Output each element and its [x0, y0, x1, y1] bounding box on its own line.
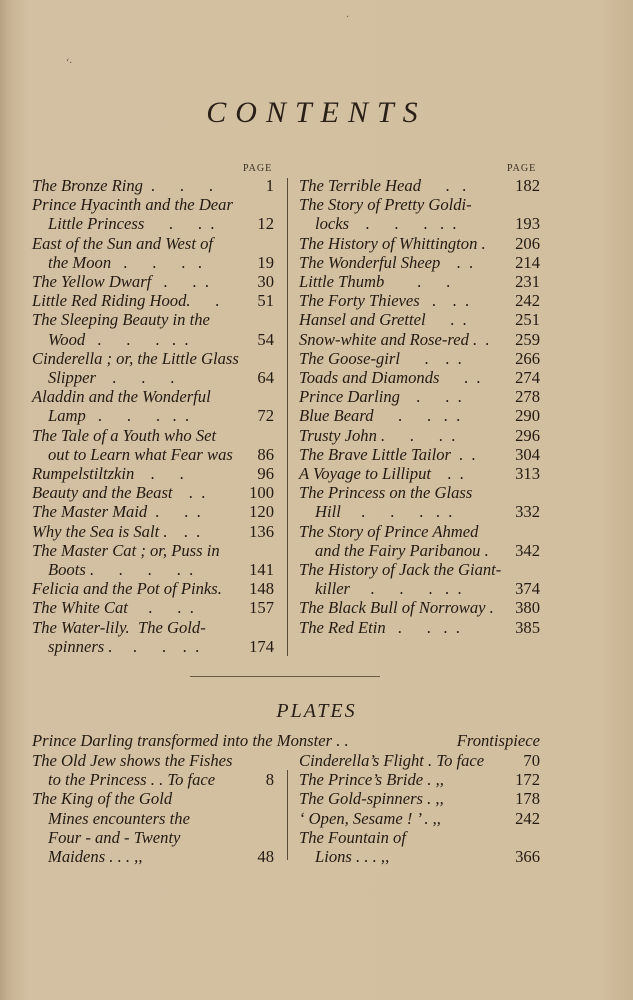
- contents-entry-title: Snow-white and Rose-red . .: [299, 329, 490, 349]
- contents-entry: [299, 349, 540, 368]
- contents-entry: [299, 618, 540, 637]
- contents-entry-page: 304: [515, 444, 540, 464]
- contents-entry-title: The Bronze Ring . . .: [32, 176, 214, 195]
- contents-entry-title: Prince Darling . . .: [299, 387, 463, 407]
- contents-entry: [299, 560, 540, 579]
- contents-entry-page: 266: [515, 348, 540, 368]
- contents-entry: [299, 387, 540, 406]
- plate-entry: [299, 770, 540, 789]
- contents-entry-page: 259: [515, 329, 540, 349]
- contents-entry: [299, 330, 540, 349]
- contents-entry-page: 100: [249, 483, 274, 503]
- contents-entry: [32, 406, 274, 425]
- contents-title: CONTENTS: [206, 96, 427, 129]
- plate-entry-page: 8: [265, 770, 274, 790]
- plate-entry: [299, 847, 540, 866]
- contents-entry-title: Aladdin and the Wonderful: [32, 387, 211, 407]
- contents-entry-page: 290: [515, 406, 540, 426]
- contents-entry: [32, 176, 274, 195]
- contents-entry-title: Blue Beard . . . .: [299, 406, 461, 426]
- contents-entry: [32, 349, 274, 368]
- frontispiece-label: Frontispiece: [456, 731, 540, 750]
- contents-entry-title: Toads and Diamonds . .: [299, 368, 481, 388]
- contents-entry-page: 148: [249, 579, 274, 599]
- contents-entry: [32, 234, 274, 253]
- contents-entry: [32, 618, 274, 637]
- contents-entry-page: 251: [515, 310, 540, 330]
- contents-entry: [32, 579, 274, 598]
- contents-entry-page: 136: [249, 521, 274, 541]
- contents-entry-title: The White Cat . . .: [32, 598, 195, 618]
- contents-entry-page: 141: [249, 560, 274, 580]
- contents-entry-title: Why the Sea is Salt . . .: [32, 521, 201, 541]
- plate-entry-title: Four - and - Twenty: [48, 827, 181, 847]
- plate-entry: [32, 789, 274, 808]
- plate-entry-title: The Old Jew shows the Fishes: [32, 751, 233, 770]
- contents-entry: [32, 310, 274, 329]
- plates-title: PLATES: [276, 700, 357, 722]
- contents-entry: [32, 560, 274, 579]
- contents-entry: [299, 483, 540, 502]
- contents-entry-title: The Story of Prince Ahmed: [299, 521, 479, 541]
- contents-entry-page: 19: [257, 252, 274, 272]
- plate-entry-title: to the Princess . . To face: [48, 770, 216, 790]
- contents-entry-page: 54: [257, 329, 274, 349]
- contents-entry: [299, 368, 540, 387]
- contents-entry: [32, 637, 274, 656]
- contents-entry-page: 313: [515, 464, 540, 484]
- contents-entry: [32, 272, 274, 291]
- frontispiece-text: Prince Darling transformed into the Monster . .: [32, 731, 349, 750]
- contents-entry: [299, 253, 540, 272]
- contents-entry: [299, 426, 540, 445]
- contents-entry-title: The Master Maid . . .: [32, 502, 202, 522]
- plate-entry-title: ‘ Open, Sesame ! ’ . ,,: [299, 808, 441, 828]
- contents-entry: [299, 464, 540, 483]
- contents-entry-title: The Master Cat ; or, Puss in: [32, 540, 220, 560]
- contents-entry: [299, 291, 540, 310]
- contents-entry: [299, 234, 540, 253]
- contents-entry-page: 72: [257, 406, 274, 426]
- contents-entry-title: Hill . . . . .: [315, 502, 453, 522]
- contents-entry-title: Lamp . . . . .: [48, 406, 190, 426]
- contents-entry-title: The History of Whittington .: [299, 233, 486, 253]
- section-rule: [190, 676, 380, 677]
- plate-entry: [299, 751, 540, 770]
- column-divider: [287, 178, 288, 656]
- contents-entry: [299, 272, 540, 291]
- plates-column-divider: [287, 770, 288, 860]
- contents-entry: [299, 579, 540, 598]
- contents-entry-title: out to Learn what Fear was: [48, 444, 233, 464]
- contents-entry-page: 274: [515, 368, 540, 388]
- plate-entry: [32, 847, 274, 866]
- contents-entry-title: spinners . . . . .: [48, 636, 200, 656]
- contents-entry: [299, 406, 540, 425]
- contents-entry: [299, 310, 540, 329]
- contents-entry-title: Wood . . . . .: [48, 329, 189, 349]
- page-speck: ·: [346, 12, 350, 23]
- contents-entry-title: The Story of Pretty Goldi-: [299, 195, 472, 215]
- contents-entry: [32, 387, 274, 406]
- contents-entry: [32, 214, 274, 233]
- contents-entry-title: Rumpelstiltzkin . .: [32, 464, 185, 484]
- contents-entry-title: Little Red Riding Hood. .: [32, 291, 220, 311]
- contents-entry-page: 193: [515, 214, 540, 234]
- contents-entry: [32, 291, 274, 310]
- contents-entry: [299, 445, 540, 464]
- contents-entry: [32, 464, 274, 483]
- contents-entry-page: 174: [249, 636, 274, 656]
- page-column-heading-right: PAGE: [507, 163, 537, 174]
- plate-entry-page: 70: [523, 751, 540, 770]
- plate-entry-page: 366: [515, 847, 540, 867]
- contents-entry-page: 385: [515, 617, 540, 637]
- contents-entry: [299, 502, 540, 521]
- contents-entry-page: 374: [515, 579, 540, 599]
- contents-entry-title: locks . . . . .: [315, 214, 457, 234]
- contents-entry-title: The Sleeping Beauty in the: [32, 310, 210, 330]
- plate-entry-page: 242: [515, 808, 540, 828]
- contents-entry-page: 157: [249, 598, 274, 618]
- plate-entry: [32, 751, 274, 770]
- contents-entry-title: The Goose-girl . . .: [299, 348, 463, 368]
- contents-entry-page: 342: [515, 540, 540, 560]
- contents-entry-title: The Princess on the Glass: [299, 483, 473, 503]
- contents-entry-title: Slipper . . .: [48, 368, 175, 388]
- plate-entry: [299, 828, 540, 847]
- plate-entry: [32, 809, 274, 828]
- contents-entry-title: Little Thumb . .: [299, 272, 451, 292]
- plates-left-column: [32, 751, 274, 866]
- contents-entry-title: killer . . . . .: [315, 579, 463, 599]
- plate-entry-title: Lions . . . ,,: [315, 847, 390, 867]
- contents-entry-title: Hansel and Grettel . .: [299, 310, 468, 330]
- contents-entry: [32, 483, 274, 502]
- contents-entry-page: 51: [257, 291, 274, 311]
- contents-entry-title: The Black Bull of Norroway .: [299, 598, 494, 618]
- contents-entry-page: 1: [265, 176, 274, 195]
- plate-entry: [32, 828, 274, 847]
- contents-entry-title: Beauty and the Beast . .: [32, 483, 206, 503]
- contents-entry: [32, 330, 274, 349]
- plate-entry-title: The King of the Gold: [32, 789, 173, 809]
- contents-entry: [32, 368, 274, 387]
- plates-right-column: [299, 751, 540, 866]
- contents-entry-title: Felicia and the Pot of Pinks.: [32, 579, 222, 599]
- plate-entry-title: Maidens . . . ,,: [48, 847, 143, 867]
- contents-entry-page: 231: [515, 272, 540, 292]
- contents-entry-title: Boots . . . . .: [48, 560, 194, 580]
- contents-entry: [299, 541, 540, 560]
- contents-entry: [32, 522, 274, 541]
- plate-entry-title: The Fountain of: [299, 827, 406, 847]
- contents-entry: [32, 598, 274, 617]
- contents-left-column: [32, 176, 274, 656]
- contents-entry: [32, 445, 274, 464]
- plate-entry: [299, 789, 540, 808]
- plate-entry-title: Mines encounters the: [48, 808, 190, 828]
- plate-entry: [32, 770, 274, 789]
- contents-entry-title: The Tale of a Youth who Set: [32, 425, 217, 445]
- contents-entry-page: 332: [515, 502, 540, 522]
- contents-entry: [299, 598, 540, 617]
- contents-entry-page: 278: [515, 387, 540, 407]
- contents-entry-title: The Terrible Head . .: [299, 176, 467, 195]
- contents-right-column: [299, 176, 540, 637]
- contents-entry: [299, 214, 540, 233]
- contents-entry: [32, 426, 274, 445]
- contents-entry-title: The Water-lily. The Gold-: [32, 617, 206, 637]
- contents-entry-title: the Moon . . . .: [48, 252, 203, 272]
- contents-entry: [299, 195, 540, 214]
- plate-entry-title: The Prince’s Bride . ,,: [299, 770, 444, 790]
- contents-entry: [32, 502, 274, 521]
- contents-entry: [32, 253, 274, 272]
- contents-entry-page: 30: [257, 272, 274, 292]
- contents-entry: [32, 541, 274, 560]
- page-speck: ‘·: [66, 58, 73, 69]
- plate-entry: [299, 809, 540, 828]
- contents-entry: [299, 176, 540, 195]
- contents-entry-title: A Voyage to Lilliput . .: [299, 464, 465, 484]
- plate-entry-page: 48: [257, 847, 274, 867]
- contents-entry-page: 214: [515, 252, 540, 272]
- contents-entry-page: 182: [515, 176, 540, 195]
- contents-entry-page: 64: [257, 368, 274, 388]
- contents-entry-title: Prince Hyacinth and the Dear: [32, 195, 233, 215]
- contents-entry-title: The Brave Little Tailor . .: [299, 444, 476, 464]
- contents-entry-title: The Red Etin . . . .: [299, 617, 461, 637]
- plate-entry-page: 172: [515, 770, 540, 790]
- contents-entry-page: 120: [249, 502, 274, 522]
- contents-entry-title: The Wonderful Sheep . .: [299, 252, 474, 272]
- contents-entry-page: 242: [515, 291, 540, 311]
- contents-entry-page: 206: [515, 233, 540, 253]
- plate-entry-page: 178: [515, 789, 540, 809]
- contents-entry-title: and the Fairy Paribanou .: [315, 540, 489, 560]
- contents-entry: [32, 195, 274, 214]
- contents-entry-title: East of the Sun and West of: [32, 233, 213, 253]
- plate-entry-title: The Gold-spinners . ,,: [299, 789, 444, 809]
- contents-entry: [299, 522, 540, 541]
- contents-entry-page: 12: [257, 214, 274, 234]
- contents-entry-title: Trusty John . . . .: [299, 425, 456, 445]
- contents-entry-title: The Yellow Dwarf . . .: [32, 272, 210, 292]
- contents-entry-page: 380: [515, 598, 540, 618]
- contents-entry-page: 296: [515, 425, 540, 445]
- contents-entry-title: The Forty Thieves . . .: [299, 291, 470, 311]
- plate-entry-title: Cinderella’s Flight . To face: [299, 751, 485, 770]
- contents-entry-title: Little Princess . . .: [48, 214, 215, 234]
- contents-entry-title: Cinderella ; or, the Little Glass: [32, 348, 239, 368]
- contents-entry-title: The History of Jack the Giant-: [299, 560, 502, 580]
- contents-entry-page: 96: [257, 464, 274, 484]
- contents-entry-page: 86: [257, 444, 274, 464]
- page-column-heading-left: PAGE: [243, 163, 273, 174]
- frontispiece-entry: [32, 731, 540, 751]
